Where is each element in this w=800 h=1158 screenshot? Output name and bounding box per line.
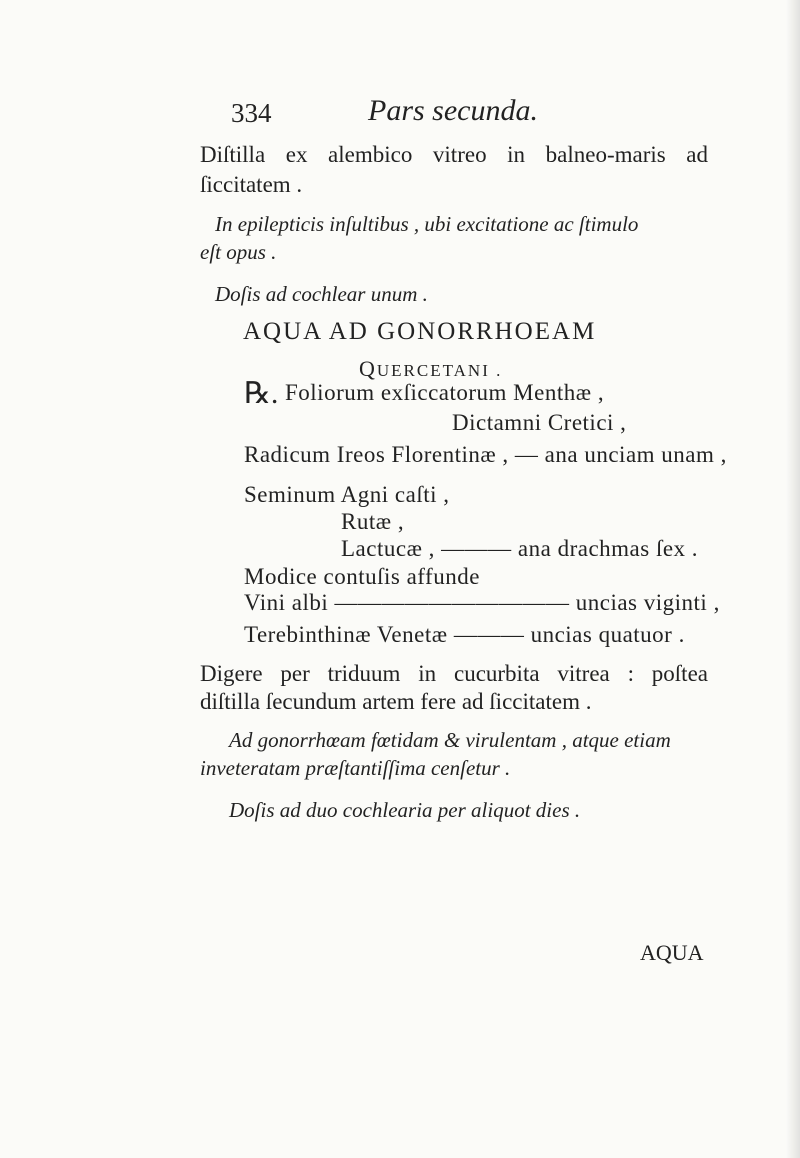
section-author bbox=[359, 356, 502, 382]
directions-dose: Doſis ad duo cochlearia per aliquot dies . bbox=[229, 798, 581, 822]
recipe-line-4: Seminum Agni caſti , bbox=[244, 482, 450, 507]
recipe-line-7: Modice contuſis affunde bbox=[244, 564, 480, 589]
directions-indication-2: inveteratam præſtantiſſima cenſetur . bbox=[200, 756, 511, 780]
indication-line-2: eſt opus . bbox=[200, 240, 277, 264]
recipe-symbol: ℞. bbox=[244, 377, 279, 410]
catchword: AQUA bbox=[640, 940, 704, 965]
dose-line: Doſis ad cochlear unum . bbox=[215, 282, 428, 306]
recipe-line-5: Rutæ , bbox=[341, 509, 405, 534]
page-number: 334 bbox=[231, 98, 272, 128]
section-title: AQUA AD GONORRHOEAM bbox=[243, 318, 597, 345]
recipe-line-2: Dictamni Cretici , bbox=[452, 410, 627, 435]
author-initial: Q bbox=[359, 356, 377, 381]
directions-line-1: Digere per triduum in cucurbita vitrea : poſtea bbox=[200, 661, 708, 686]
recipe-line-1: Foliorum exſiccatorum Menthæ , bbox=[285, 380, 605, 405]
recipe-line-9: Terebinthinæ Venetæ ——— uncias quatuor . bbox=[244, 622, 685, 647]
recipe-line-6: Lactucæ , ——— ana drachmas ſex . bbox=[341, 536, 699, 561]
directions-indication-1: Ad gonorrhœam fœtidam & virulentam , atque etiam bbox=[229, 728, 671, 752]
running-head: Pars secunda. bbox=[368, 94, 538, 127]
intro-line-1: Diſtilla ex alembico vitreo in balneo-maris ad bbox=[200, 142, 708, 167]
author-rest: UERCETANI . bbox=[376, 361, 503, 380]
directions-line-2: diſtilla ſecundum artem fere ad ſiccitatem . bbox=[200, 689, 592, 714]
indication-line-1: In epilepticis inſultibus , ubi excitatione ac ſtimulo bbox=[215, 212, 639, 236]
intro-line-2: ſiccitatem . bbox=[200, 172, 303, 197]
recipe-line-3: Radicum Ireos Florentinæ , — ana unciam unam , bbox=[244, 442, 727, 467]
page-fold-shadow bbox=[786, 0, 800, 1158]
recipe-line-8: Vini albi —————————— uncias viginti , bbox=[244, 590, 720, 615]
